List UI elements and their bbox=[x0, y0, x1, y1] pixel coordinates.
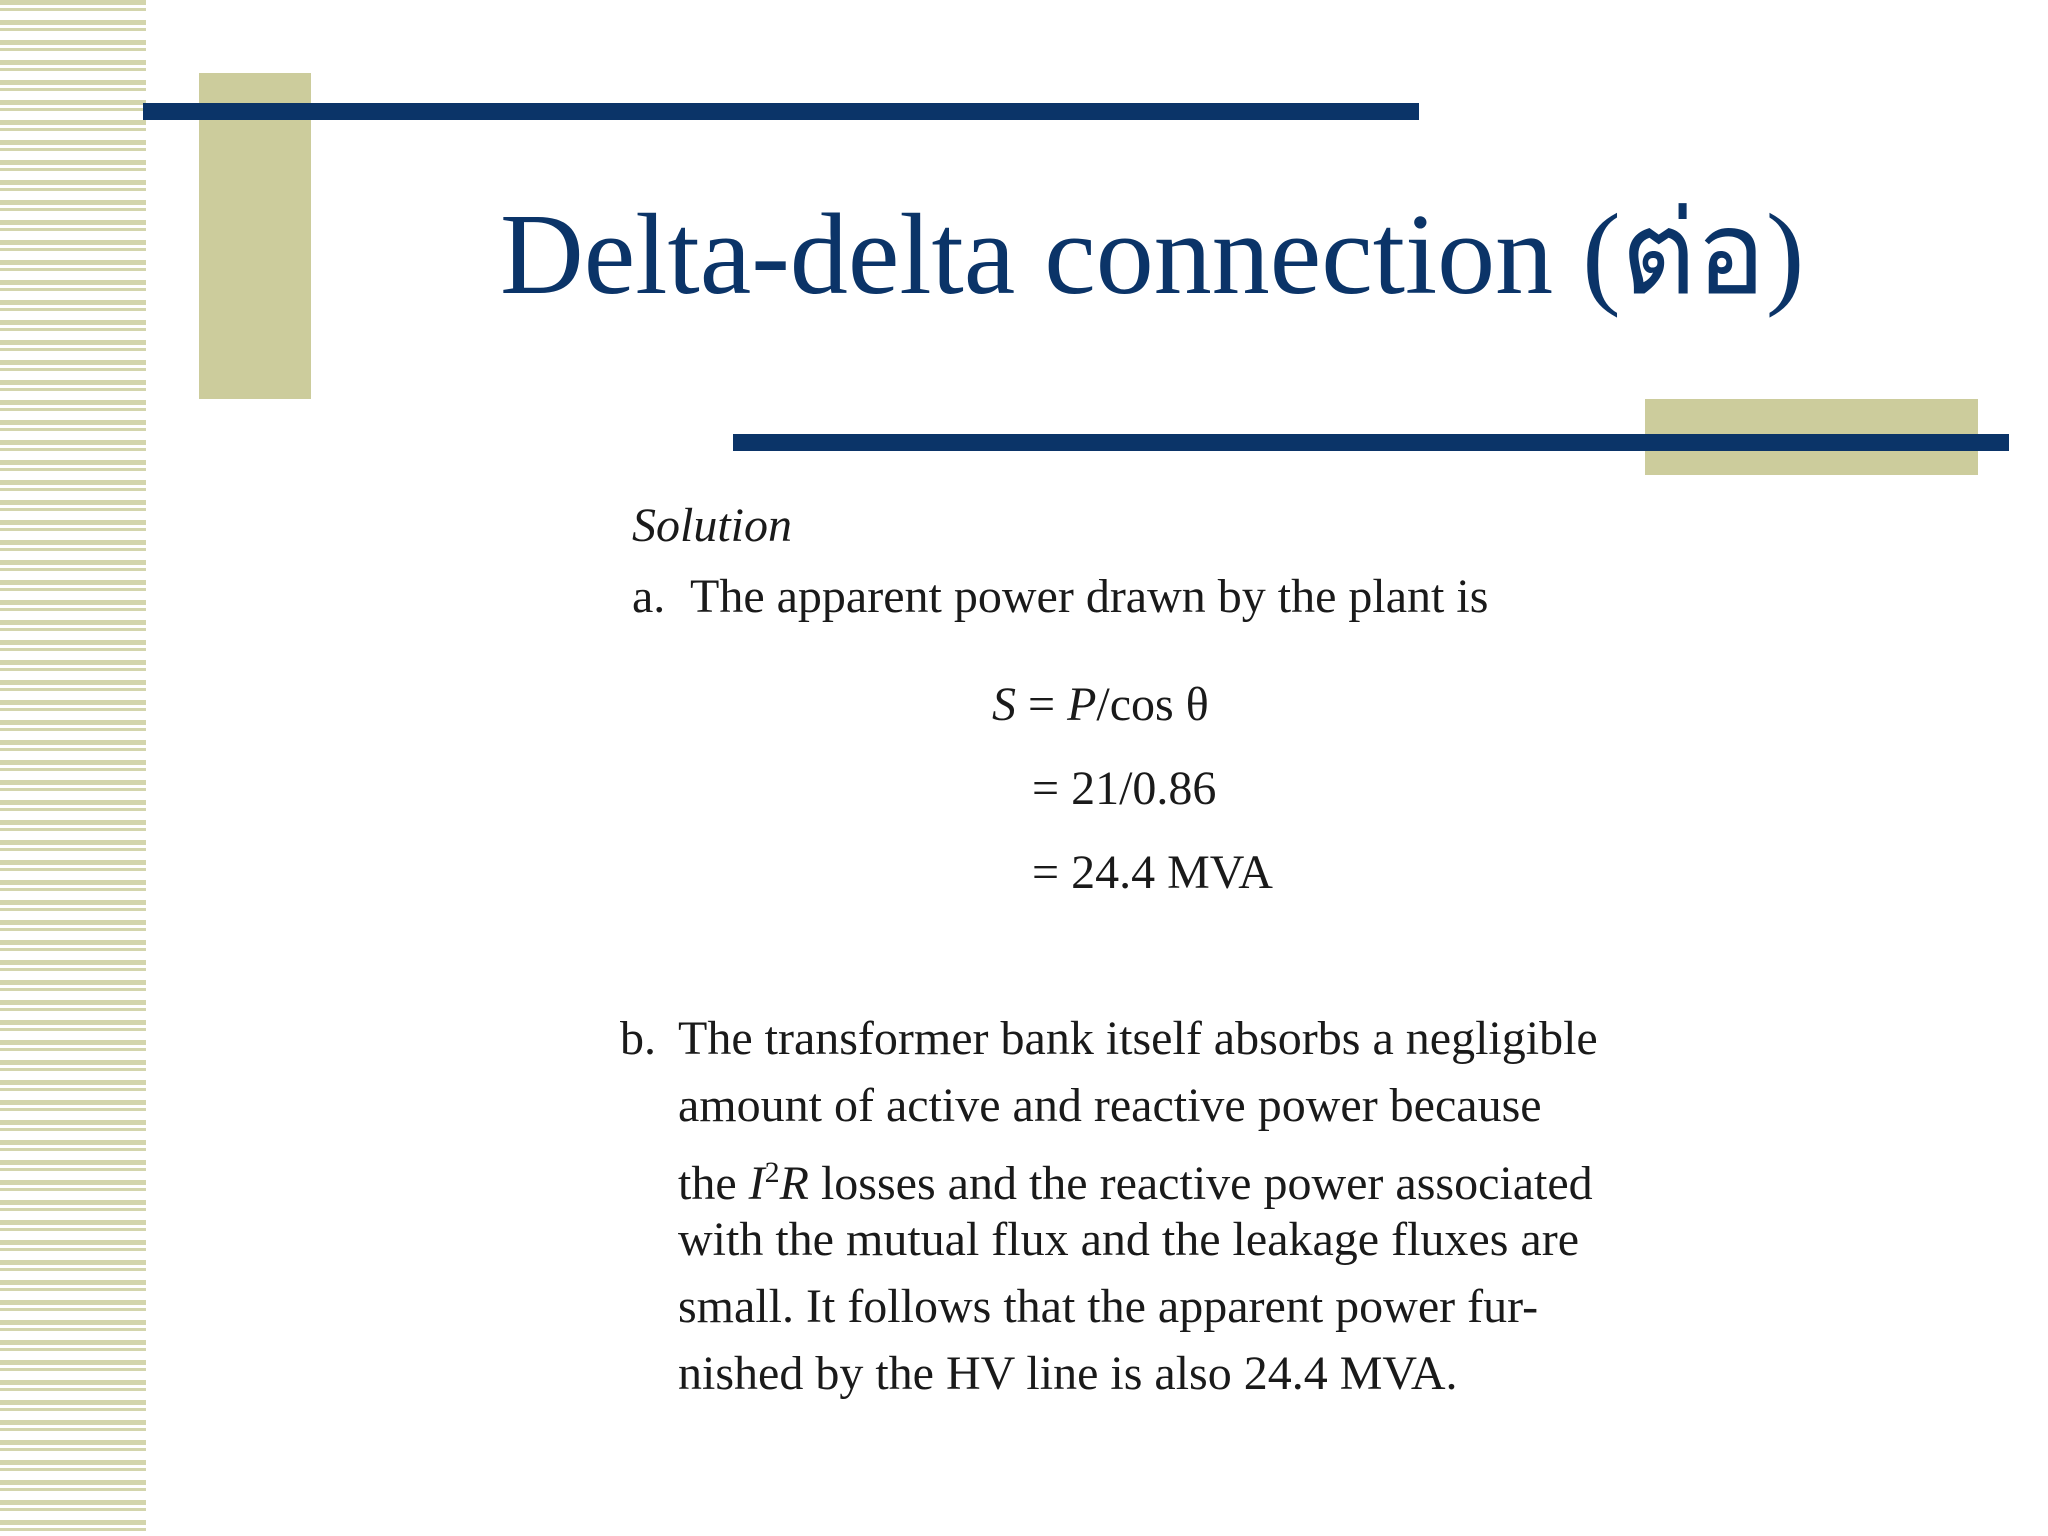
symbol-i: I bbox=[748, 1157, 765, 1210]
title-rule-bottom bbox=[733, 434, 2009, 451]
line-prefix: the bbox=[678, 1157, 749, 1210]
paragraph-line: nished by the HV line is also 24.4 MVA. bbox=[678, 1347, 1458, 1400]
solution-heading: Solution bbox=[632, 499, 793, 552]
equation-line-1-rest: /cos θ bbox=[1096, 678, 1209, 731]
list-marker-b: b. bbox=[620, 1012, 656, 1065]
slide-title: Delta-delta connection (ต่อ) bbox=[500, 191, 1805, 319]
title-rule-top bbox=[143, 103, 1419, 120]
list-marker-a: a. bbox=[632, 570, 666, 623]
equation-equals: = bbox=[1016, 678, 1068, 731]
left-striped-border bbox=[0, 0, 146, 1536]
equation-symbol-s: S bbox=[992, 678, 1016, 731]
equation-line-2: = 21/0.86 bbox=[1032, 762, 1217, 815]
superscript-2: 2 bbox=[764, 1156, 780, 1189]
list-item-a-text: The apparent power drawn by the plant is bbox=[690, 570, 1489, 623]
paragraph-line: amount of active and reactive power because bbox=[678, 1079, 1542, 1132]
accent-block-top bbox=[199, 73, 311, 399]
paragraph-line: The transformer bank itself absorbs a negligible bbox=[678, 1012, 1598, 1065]
list-item-a bbox=[632, 566, 1488, 628]
paragraph-line: small. It follows that the apparent power fur- bbox=[678, 1280, 1539, 1333]
list-item-b-text bbox=[678, 1005, 1598, 1407]
paragraph-line: with the mutual flux and the leakage fluxes are bbox=[678, 1213, 1580, 1266]
symbol-r: R bbox=[779, 1157, 809, 1210]
line-suffix: losses and the reactive power associated bbox=[808, 1157, 1593, 1210]
equation-symbol-p: P bbox=[1067, 678, 1097, 731]
equation-line-3: = 24.4 MVA bbox=[1032, 846, 1273, 899]
paragraph-line bbox=[678, 1139, 1598, 1210]
equation-line-1 bbox=[992, 663, 1273, 747]
equation-block bbox=[992, 663, 1273, 915]
